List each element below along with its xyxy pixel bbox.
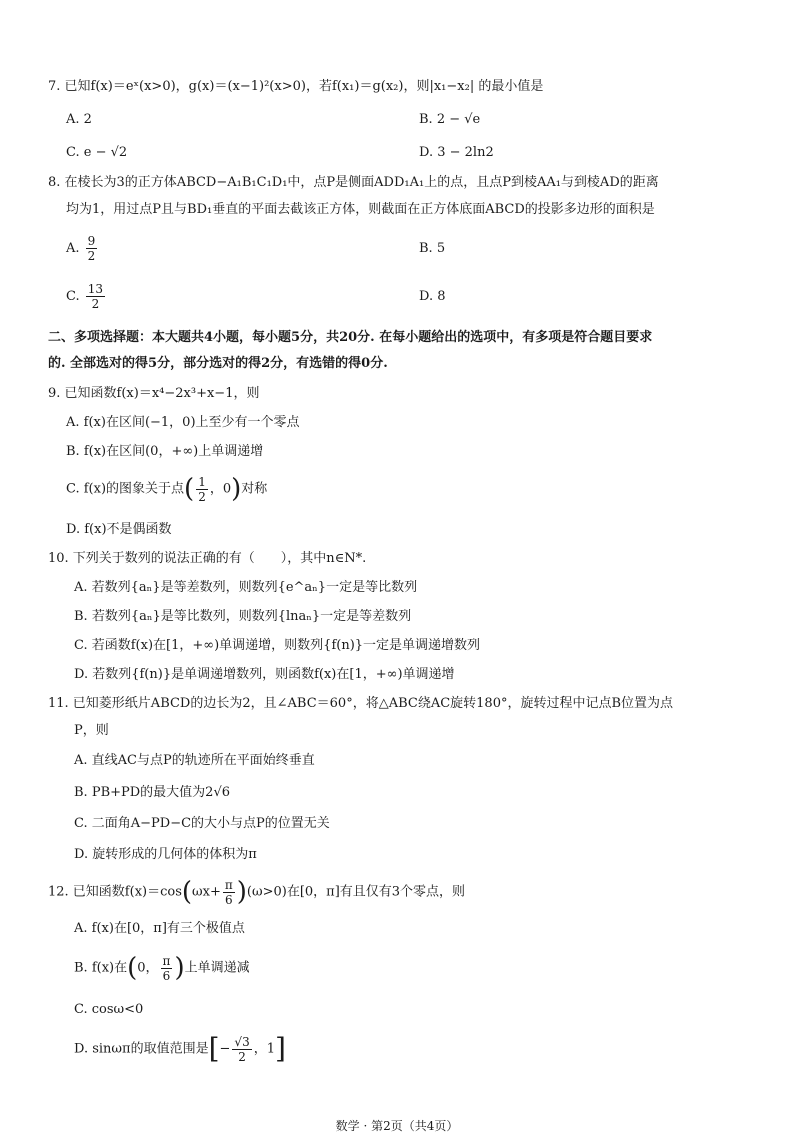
q9-option-c-mid: ，0 <box>209 481 232 497</box>
q12-stem-prefix: 12. 已知函数f(x)＝cos <box>48 884 182 900</box>
fraction-denominator: 2 <box>238 1049 246 1064</box>
q8-option-c-fraction <box>86 282 105 311</box>
q12-option-b-suffix: 上单调递减 <box>184 960 250 976</box>
fraction-numerator: 9 <box>87 234 96 248</box>
q12-option-c: C. cosω<0 <box>74 1002 144 1017</box>
q12-option-d-fraction <box>232 1035 251 1064</box>
left-paren: ( <box>127 953 138 983</box>
q12-stem-fraction <box>223 878 235 907</box>
q9-option-c <box>66 473 267 506</box>
q7-stem: 7. 已知f(x)＝eˣ(x>0)，g(x)＝(x−1)²(x>0)，若f(x₁)＝g(x₂)，则|x₁−x₂| 的最小值是 <box>48 79 544 94</box>
q12-option-d-neg: − <box>219 1041 231 1057</box>
q12-option-b-prefix: B. f(x)在 <box>74 960 128 976</box>
q11-option-a: A. 直线AC与点P的轨迹所在平面始终垂直 <box>74 753 315 768</box>
fraction-denominator: 6 <box>162 968 171 983</box>
q8-stem-line1: 8. 在棱长为3的正方体ABCD−A₁B₁C₁D₁中，点P是侧面ADD₁A₁上的点，且点P到棱AA₁与到棱AD的距离 <box>48 175 659 190</box>
q12-stem <box>48 876 465 909</box>
q12-option-b-fraction <box>161 954 173 983</box>
right-paren: ) <box>174 953 185 983</box>
fraction-numerator: 1 <box>198 474 206 489</box>
q8-option-d: D. 8 <box>419 289 446 304</box>
q11-stem-line2: P，则 <box>74 723 109 738</box>
fraction-denominator: 2 <box>87 249 96 263</box>
right-paren: ) <box>231 474 242 504</box>
q7-option-a: A. 2 <box>66 112 92 127</box>
q11-stem-line1: 11. 已知菱形纸片ABCD的边长为2，且∠ABC＝60°，将△ABC绕AC旋转180°，旋转过程中记点B位置为点 <box>48 696 674 711</box>
q11-option-b: B. PB+PD的最大值为2√6 <box>74 785 231 800</box>
q12-option-d-suffix: ，1 <box>253 1041 275 1057</box>
page-footer: 数学 · 第2页（共4页） <box>335 1119 459 1133</box>
q8-option-a-label: A. <box>66 241 80 256</box>
section2-heading-line1: 二、多项选择题：本大题共4小题，每小题5分，共20分. 在每小题给出的选项中，有多项是符合题目要求 <box>48 330 653 345</box>
q7-option-b: B. 2 − √e <box>419 112 481 127</box>
fraction-denominator: 2 <box>91 297 100 311</box>
q12-stem-inner: ωx+ <box>192 884 221 900</box>
q12-option-d <box>74 1032 286 1067</box>
q11-option-d: D. 旋转形成的几何体的体积为π <box>74 847 257 862</box>
q8-stem-line2: 均为1，用过点P且与BD₁垂直的平面去截该正方体，则截面在正方体底面ABCD的投影多边形的面积是 <box>66 202 655 217</box>
right-paren: ) <box>236 877 247 907</box>
q9-option-a: A. f(x)在区间(−1，0)上至少有一个零点 <box>66 415 300 430</box>
q7-option-d: D. 3 − 2ln2 <box>419 145 494 160</box>
q8-option-b: B. 5 <box>419 241 446 256</box>
left-paren: ( <box>181 877 193 907</box>
left-paren: ( <box>184 474 195 504</box>
q12-option-a: A. f(x)在[0，π]有三个极值点 <box>74 921 245 936</box>
q9-option-c-prefix: C. f(x)的图象关于点 <box>66 481 185 497</box>
q10-stem: 10. 下列关于数列的说法正确的有（ ），其中n∈N*. <box>48 551 367 566</box>
q10-option-d: D. 若数列{f(n)}是单调递增数列，则函数f(x)在[1，+∞)单调递增 <box>74 667 455 682</box>
q9-option-d: D. f(x)不是偶函数 <box>66 522 172 537</box>
q9-option-b: B. f(x)在区间(0，+∞)上单调递增 <box>66 444 264 459</box>
q11-option-c: C. 二面角A−PD−C的大小与点P的位置无关 <box>74 816 330 831</box>
fraction-numerator: 13 <box>87 282 104 296</box>
q8-option-a <box>66 234 99 264</box>
fraction-numerator: π <box>224 877 233 892</box>
q12-option-b-inner: 0， <box>137 960 159 976</box>
fraction-numerator: √3 <box>234 1034 250 1049</box>
q9-option-c-suffix: 对称 <box>241 481 268 497</box>
fraction-denominator: 2 <box>198 489 206 504</box>
section2-heading-line2: 的. 全部选对的得5分，部分选对的得2分，有选错的得0分. <box>48 356 388 371</box>
right-bracket: ] <box>274 1032 286 1065</box>
q8-option-c <box>66 282 107 312</box>
q7-option-c: C. e − √2 <box>66 145 128 160</box>
q9-option-c-fraction <box>196 475 208 504</box>
q12-option-b <box>74 952 250 985</box>
q10-option-c: C. 若函数f(x)在[1，+∞)单调递增，则数列{f(n)}一定是单调递增数列 <box>74 638 481 653</box>
q8-option-c-label: C. <box>66 289 80 304</box>
q10-option-b: B. 若数列{aₙ}是等比数列，则数列{lnaₙ}一定是等差数列 <box>74 609 412 624</box>
q8-option-a-fraction <box>86 234 98 263</box>
q10-option-a: A. 若数列{aₙ}是等差数列，则数列{e^aₙ}一定是等比数列 <box>74 580 418 595</box>
fraction-numerator: π <box>162 953 171 968</box>
q12-stem-suffix: (ω>0)在[0，π]有且仅有3个零点，则 <box>246 884 466 900</box>
q12-option-d-prefix: D. sinωπ的取值范围是 <box>74 1041 209 1057</box>
fraction-denominator: 6 <box>224 892 233 907</box>
q9-stem: 9. 已知函数f(x)＝x⁴−2x³+x−1，则 <box>48 386 260 401</box>
left-bracket: [ <box>208 1032 220 1065</box>
